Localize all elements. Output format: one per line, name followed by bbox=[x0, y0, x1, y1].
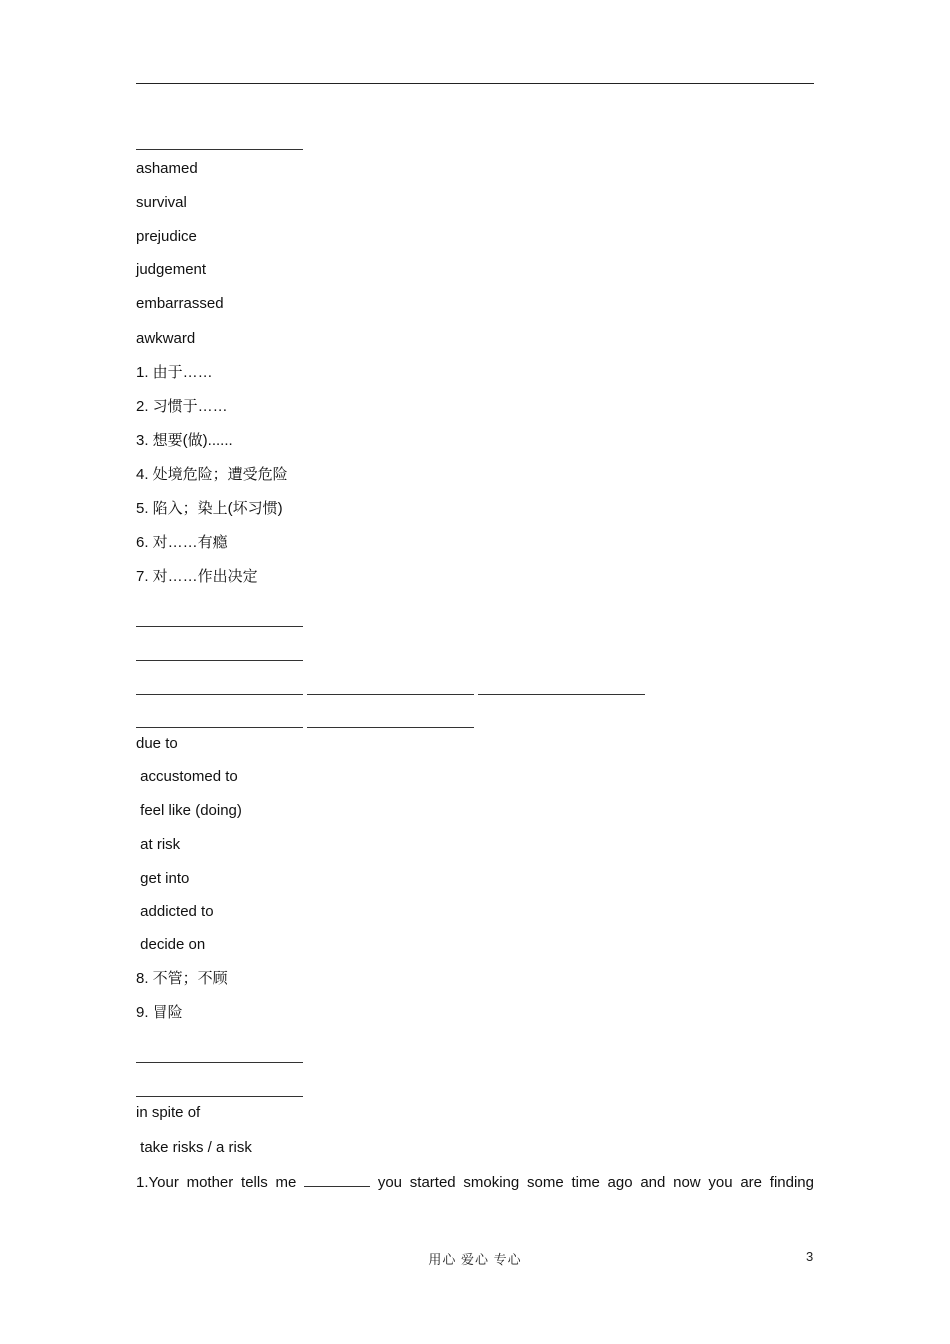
answer-blank bbox=[136, 1096, 303, 1097]
phrase-cn: 4. 处境危险；遭受危险 bbox=[136, 466, 288, 483]
answer-blank-row bbox=[136, 1087, 307, 1089]
footer-motto: 用心 爱心 专心 bbox=[428, 1252, 522, 1267]
answer-item: in spite of bbox=[136, 1104, 201, 1121]
answer-blank bbox=[136, 626, 303, 627]
fill-in-blank bbox=[304, 1172, 370, 1187]
phrase-cn: 2. 习惯于…… bbox=[136, 398, 228, 415]
answer-blank bbox=[307, 727, 474, 728]
answer-item: feel like (doing) bbox=[136, 802, 242, 819]
phrase-cn: 5. 陷入；染上(坏习惯) bbox=[136, 500, 283, 517]
answer-blank bbox=[136, 149, 303, 150]
word-item: embarrassed bbox=[136, 295, 224, 312]
answer-blank bbox=[136, 694, 303, 695]
answer-blank bbox=[136, 660, 303, 661]
answer-blank bbox=[307, 694, 474, 695]
phrase-cn: 7. 对……作出决定 bbox=[136, 568, 258, 585]
answer-blank-row bbox=[136, 685, 649, 687]
answer-item: take risks / a risk bbox=[136, 1139, 252, 1156]
word-item: awkward bbox=[136, 330, 196, 347]
phrase-cn: 8. 不管；不顾 bbox=[136, 970, 228, 987]
answer-item: at risk bbox=[136, 836, 181, 853]
answer-item: decide on bbox=[136, 936, 206, 953]
header-rule bbox=[136, 83, 814, 84]
phrase-cn: 6. 对……有瘾 bbox=[136, 534, 228, 551]
phrase-cn: 3. 想要(做)...... bbox=[136, 432, 233, 449]
sentence-end: you started smoking some time ago and now you are finding bbox=[377, 1174, 814, 1191]
word-item: survival bbox=[136, 194, 187, 211]
answer-item: accustomed to bbox=[136, 768, 238, 785]
exercise-sentence bbox=[136, 1172, 814, 1192]
answer-blank bbox=[478, 694, 645, 695]
answer-blank-row bbox=[136, 651, 307, 653]
answer-blank-row bbox=[136, 718, 478, 720]
answer-blank bbox=[136, 727, 303, 728]
phrase-cn: 1. 由于…… bbox=[136, 364, 213, 381]
answer-blank bbox=[136, 1062, 303, 1063]
word-item: judgement bbox=[136, 261, 207, 278]
word-item: ashamed bbox=[136, 160, 198, 177]
answer-item: due to bbox=[136, 735, 178, 752]
answer-blank-row bbox=[136, 1053, 307, 1055]
answer-item: get into bbox=[136, 870, 190, 887]
phrase-cn: 9. 冒险 bbox=[136, 1004, 183, 1021]
word-item: prejudice bbox=[136, 228, 197, 245]
answer-item: addicted to bbox=[136, 903, 214, 920]
answer-blank-row bbox=[136, 140, 307, 142]
sentence-start: 1.Your mother tells me bbox=[136, 1174, 297, 1191]
answer-blank-row bbox=[136, 617, 307, 619]
page-number: 3 bbox=[806, 1249, 814, 1264]
